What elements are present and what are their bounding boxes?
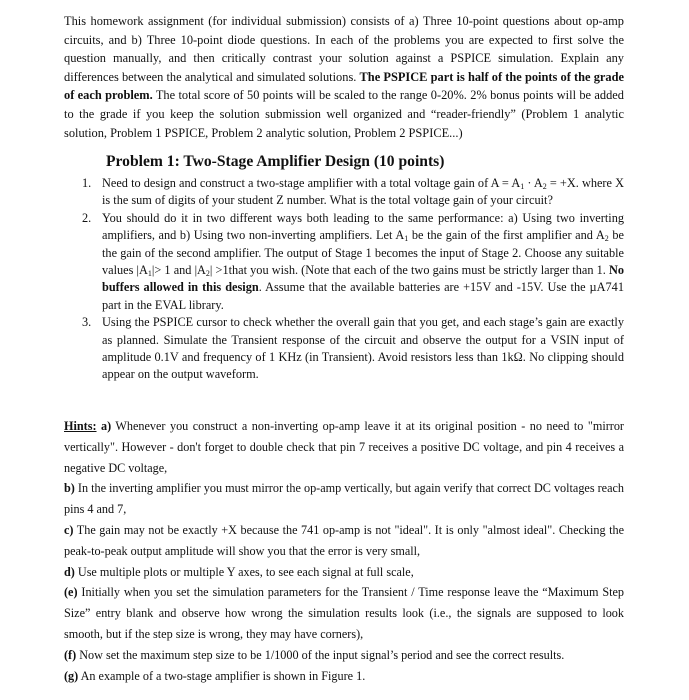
subscript: 2 bbox=[205, 269, 210, 279]
hint-label: (e) bbox=[64, 585, 78, 600]
hint-label: b) bbox=[64, 481, 75, 496]
hint-text: In the inverting amplifier you must mirror the op-amp vertically, but again verify that correct DC voltages reach pins 4 and 7, bbox=[64, 481, 625, 517]
intro-text-1: This homework assignment (for individual submission) consists of a) Three 10-point questions about op-amp circuits, and b) Three 10-point diode questions. In each of the problems you are expected to first solve the question manually, and then critically contrast your solution against a PSPICE simulation. Explain any differences between the analytical and simulated solutions. bbox=[64, 14, 624, 84]
hint-text: Use multiple plots or multiple Y axes, to see each signal at full scale, bbox=[74, 564, 414, 579]
intro-bold-note: The PSPICE part is half of the points of the grade of each problem. bbox=[64, 69, 624, 103]
hint-text: An example of a two-stage amplifier is shown in Figure 1. bbox=[78, 668, 366, 683]
hint-label: d) bbox=[64, 564, 75, 579]
hints-label: Hints: bbox=[64, 419, 97, 433]
hint-f bbox=[64, 645, 624, 666]
subscript: 2 bbox=[542, 182, 547, 191]
hint-label: a) bbox=[96, 419, 112, 433]
hint-text: Initially when you set the simulation parameters for the Transient / Time response leave the “Maximum Step Size” entry blank and observe how wrong the simulation results look (i.e., the signals are supposed to look smooth, but if the step size is wrong, they may have corners), bbox=[64, 585, 624, 641]
hint-label: c) bbox=[64, 522, 74, 537]
item-text: Using the PSPICE cursor to check whether the overall gain that you get, and each stage’s gain are exactly as planned. Simulate the Transient response of the circuit and observe the output for a VSIN input of amplitude 0.1V and frequency of 1 KHz (in Transient). Avoid resistors less than 1kΩ. No clipping should appear on the output waveform. bbox=[102, 315, 624, 382]
list-item bbox=[82, 314, 624, 384]
problem-list bbox=[64, 175, 624, 384]
hint-label: (g) bbox=[64, 668, 79, 683]
hint-c bbox=[64, 520, 624, 562]
item-text: = +X. where X is the sum of digits of your student Z number. What is the total voltage gain of your circuit? bbox=[102, 176, 624, 208]
subscript: 1 bbox=[404, 234, 409, 244]
hint-text: Whenever you construct a non-inverting op-amp leave it at its original position - no need to "mirror vertically". However - don't forget to double check that pin 7 receives a positive DC voltage, and pin 4 receives a negative DC voltage, bbox=[64, 419, 624, 475]
subscript: 1 bbox=[520, 182, 525, 191]
hint-d bbox=[64, 562, 624, 583]
hint-a bbox=[64, 416, 624, 478]
hint-label: (f) bbox=[64, 647, 77, 662]
item-text: . Assume that the available batteries are +15V and -15V. Use the µA741 part in the EVAL library. bbox=[102, 280, 624, 312]
subscript: 1 bbox=[147, 269, 152, 279]
list-item bbox=[82, 175, 624, 210]
hint-text: Now set the maximum step size to be 1/1000 of the input signal’s period and see the correct results. bbox=[76, 647, 565, 662]
hint-b bbox=[64, 478, 624, 520]
item-text: Need to design and construct a two-stage amplifier with a total voltage gain of A = A bbox=[102, 176, 521, 190]
hint-text: The gain may not be exactly +X because the 741 op-amp is not "ideal". It is only "almost ideal". Checking the peak-to-peak output amplitude will show you that the error is very small, bbox=[64, 522, 624, 558]
hint-g bbox=[64, 666, 624, 687]
item-number: 3. bbox=[82, 315, 92, 330]
hints-section bbox=[64, 416, 624, 686]
item-text: | >1that you wish. (Note that each of the two gains must be strictly larger than 1. bbox=[209, 263, 609, 278]
item-text: · A bbox=[524, 176, 543, 190]
intro-paragraph bbox=[64, 12, 624, 142]
list-item bbox=[82, 210, 624, 314]
hint-e bbox=[64, 582, 624, 644]
item-text: You should do it in two different ways both leading to the same performance: a) Using two inverting amplifiers, and b) Using two non-inverting amplifiers. Let A bbox=[102, 210, 624, 243]
problem-title: Problem 1: Two-Stage Amplifier Design (10 points) bbox=[106, 153, 445, 170]
item-number: 2. bbox=[82, 210, 92, 225]
item-bold-text: No buffers allowed in this design bbox=[102, 263, 624, 295]
item-text: be the gain of the second amplifier. The output of Stage 1 becomes the input of Stage 2. Choose any suitable values |A bbox=[102, 228, 624, 278]
intro-text-2: The total score of 50 points will be scaled to the range 0-20%. 2% bonus points will be added to the grade if you keep the solution submission well organized and “reader-friendly” (Problem 1 analytic solution, Problem 1 PSPICE, Problem 2 analytic solution, Problem 2 PSPICE...) bbox=[64, 88, 624, 140]
subscript: 2 bbox=[604, 234, 609, 244]
item-text: |> 1 and |A bbox=[151, 263, 206, 278]
item-number: 1. bbox=[82, 176, 92, 190]
item-text: be the gain of the first amplifier and A bbox=[408, 228, 605, 243]
